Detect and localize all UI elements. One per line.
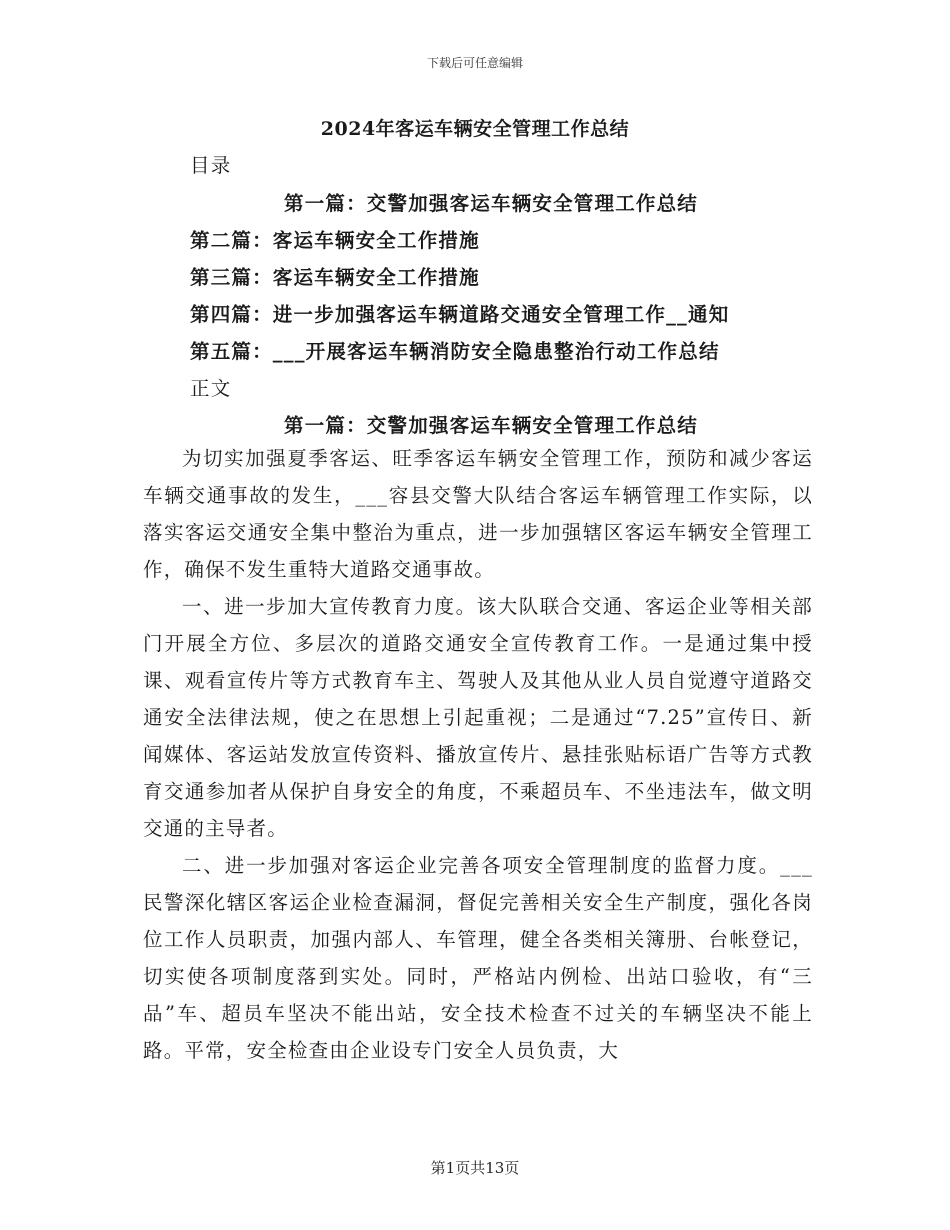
paragraph-1: 为切实加强夏季客运、旺季客运车辆安全管理工作，预防和减少客运车辆交通事故的发生，___容县交警大队结合客运车辆管理工作实际，以落实客运交通安全集中整治为重点，进一步加强辖区客运车辆安全管理工作，确保不发生重特大道路交通事故。 [143,447,813,581]
document-title: 2024年客运车辆安全管理工作总结 [320,118,630,140]
toc-item-4: 第四篇：进一步加强客运车辆道路交通安全管理工作__通知 [190,303,730,326]
body-label: 正文 [190,377,232,400]
paragraph-3: 二、进一步加强对客运企业完善各项安全管理制度的监督力度。___民警深化辖区客运企业检查漏洞，督促完善相关安全生产制度，强化各岗位工作人员职责，加强内部人、车管理，健全各类相关簿册、台帐登记，切实使各项制度落到实处。同时，严格站内例检、出站口验收，有“三品”车、超员车坚决不能出站，安全技术检查不过关的车辆坚决不能上路。平常，安全检查由企业设专门安全人员负责，大 [143,854,813,1062]
toc-item-1: 第一篇：交警加强客运车辆安全管理工作总结 [284,192,699,215]
paragraph-2: 一、进一步加大宣传教育力度。该大队联合交通、客运企业等相关部门开展全方位、多层次的道路交通安全宣传教育工作。一是通过集中授课、观看宣传片等方式教育车主、驾驶人及其他从业人员自觉遵守道路交通安全法律法规，使之在思想上引起重视；二是通过“7.25”宣传日、新闻媒体、客运站发放宣传资料、播放宣传片、悬挂张贴标语广告等方式教育交通参加者从保护自身安全的角度，不乘超员车、不坐违法车，做文明交通的主导者。 [143,595,813,840]
toc-item-3: 第三篇：客运车辆安全工作措施 [190,266,480,289]
toc-item-5: 第五篇：___开展客运车辆消防安全隐患整治行动工作总结 [190,340,720,363]
section-title: 第一篇：交警加强客运车辆安全管理工作总结 [284,414,699,437]
toc-label: 目录 [190,154,232,177]
toc-item-2: 第二篇：客运车辆安全工作措施 [190,229,480,252]
page-footer: 第1页共13页 [430,1159,520,1177]
body-content [143,440,813,1069]
page-header-note: 下载后可任意编辑 [426,56,523,70]
